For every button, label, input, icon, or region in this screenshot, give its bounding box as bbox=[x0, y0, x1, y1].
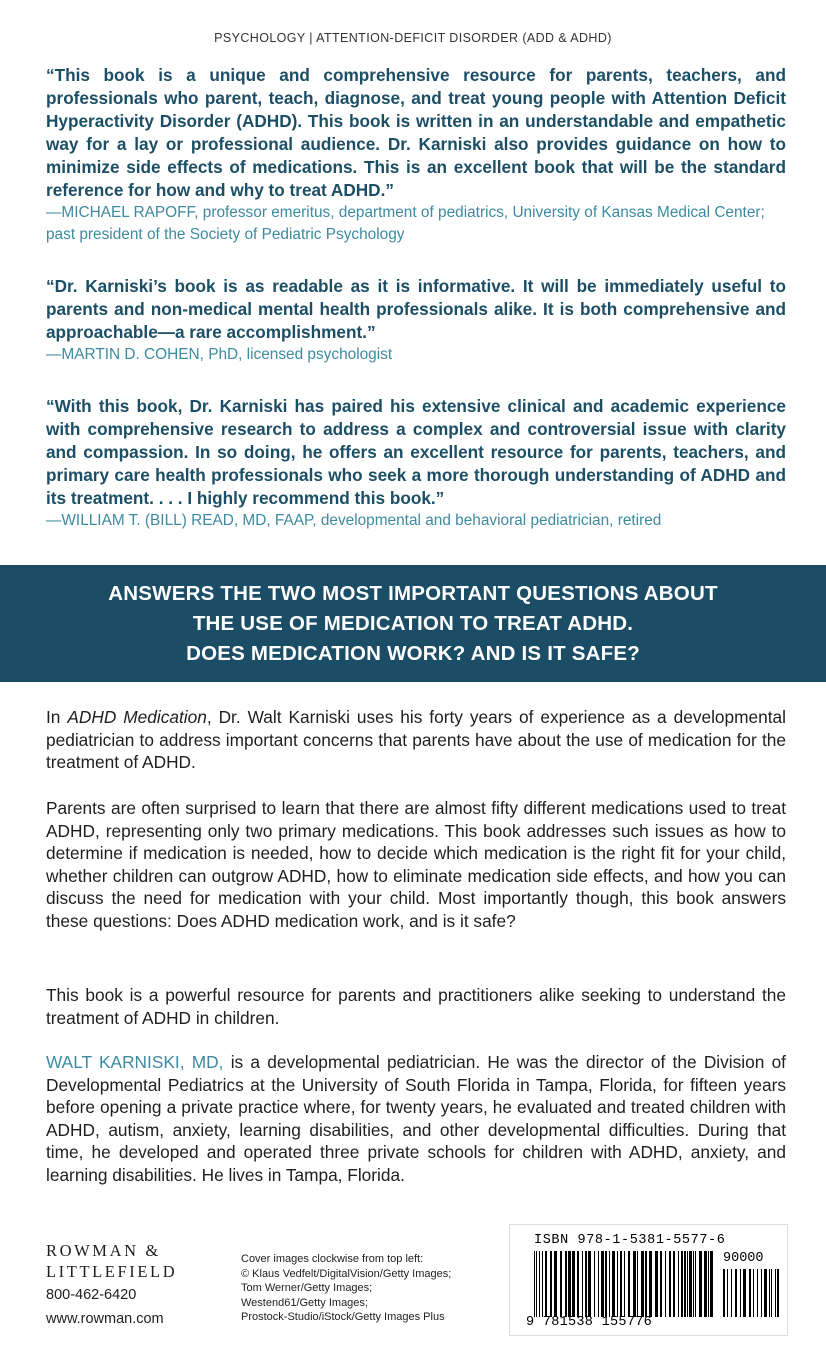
barcode-bar bbox=[684, 1251, 686, 1317]
publisher-phone: 800-462-6420 bbox=[46, 1287, 137, 1303]
barcode-bar bbox=[609, 1251, 610, 1317]
barcode-bars bbox=[534, 1251, 714, 1317]
author-bio bbox=[46, 1051, 786, 1187]
publisher-website[interactable]: www.rowman.com bbox=[46, 1311, 164, 1327]
barcode-bar bbox=[735, 1269, 737, 1317]
barcode-bar bbox=[582, 1251, 583, 1317]
barcode-bar bbox=[601, 1251, 604, 1317]
barcode-bar bbox=[585, 1251, 587, 1317]
barcode-bar bbox=[757, 1269, 758, 1317]
reviewer-name: MICHAEL RAPOFF bbox=[61, 204, 195, 221]
banner-line: ANSWERS THE TWO MOST IMPORTANT QUESTIONS ABOUT bbox=[108, 581, 718, 605]
review-block bbox=[46, 64, 786, 246]
barcode-digits: 9 781538 155776 bbox=[526, 1315, 653, 1330]
barcode-bar bbox=[687, 1251, 688, 1317]
barcode-bar bbox=[588, 1251, 591, 1317]
isbn-label: ISBN 978-1-5381-5577-6 bbox=[534, 1233, 726, 1248]
headline-banner bbox=[0, 565, 826, 682]
review-attribution bbox=[46, 344, 786, 366]
description-text: , Dr. Walt Karniski uses his forty years of experience as a developmental pediatrician to address important concerns that parents have about the use of medication for the treatment of ADHD. bbox=[46, 707, 787, 773]
barcode-bar bbox=[727, 1269, 728, 1317]
review-block bbox=[46, 275, 786, 366]
barcode-bar bbox=[749, 1269, 751, 1317]
review-block bbox=[46, 395, 786, 532]
addon-bars bbox=[723, 1269, 779, 1317]
image-credits bbox=[241, 1252, 491, 1325]
attribution-dash: — bbox=[46, 204, 62, 221]
barcode-bar bbox=[577, 1251, 579, 1317]
barcode-bar bbox=[594, 1251, 595, 1317]
author-name: WALT KARNISKI, MD, bbox=[46, 1052, 224, 1072]
category-line: PSYCHOLOGY | ATTENTION-DEFICIT DISORDER (ADD & ADHD) bbox=[214, 31, 612, 45]
barcode-bar bbox=[539, 1251, 540, 1317]
barcode-bar bbox=[572, 1251, 575, 1317]
barcode-bar bbox=[665, 1251, 666, 1317]
banner-line: DOES MEDICATION WORK? AND IS IT SAFE? bbox=[186, 641, 640, 665]
review-quote: “Dr. Karniski’s book is as readable as it is informative. It will be immediately useful to parents and non-medical mental health professionals alike. It is both comprehensive and approachable—a rare accomplishment.” bbox=[46, 276, 786, 342]
credit-line: Westend61/Getty Images; bbox=[241, 1296, 368, 1309]
barcode-bar bbox=[542, 1251, 543, 1317]
barcode-bar bbox=[565, 1251, 567, 1317]
review-attribution bbox=[46, 510, 786, 532]
barcode-bar bbox=[605, 1251, 607, 1317]
book-title: ADHD Medication bbox=[67, 707, 207, 727]
reviewer-credential: , professor emeritus, department of pediatrics, University of Kansas Medical Center; past president of the Society of Pediatric Psychology bbox=[46, 204, 765, 243]
author-bio-text: is a developmental pediatrician. He was the director of the Division of Developmental Pediatrics at the University of South Florida in Tampa, Florida, for fifteen years before opening a private practice where, for twenty years, he evaluated and treated children with ADHD, autism, anxiety, learning disabilities, and other developmental difficulties. During that time, he developed and operated three private schools for children with ADHD, anxiety, and learning disabilities. He lives in Tampa, Florida. bbox=[46, 1052, 786, 1185]
barcode-bar bbox=[655, 1251, 658, 1317]
barcode-bar bbox=[769, 1269, 770, 1317]
description-paragraph: Parents are often surprised to learn that there are almost fifty different medications used to treat ADHD, representing only two primary medications. This book addresses such issues as how to determine if medication is needed, how to decide which medication is the right fit for your child, whether children can outgrow ADHD, how to eliminate medication side effects, and how you can discuss the need for medication with your child. Most importantly though, this book answers these questions: Does ADHD medication work, and is it safe? bbox=[46, 798, 786, 931]
barcode-bar bbox=[637, 1251, 638, 1317]
barcode-bar bbox=[598, 1251, 599, 1317]
banner-line: THE USE OF MEDICATION TO TREAT ADHD. bbox=[192, 611, 634, 635]
barcode-bar bbox=[695, 1251, 696, 1317]
barcode-bar bbox=[761, 1269, 762, 1317]
barcode-bar bbox=[764, 1269, 767, 1317]
credit-line: Cover images clockwise from top left: bbox=[241, 1253, 424, 1265]
barcode-bar bbox=[534, 1251, 535, 1317]
barcode-bar bbox=[699, 1251, 702, 1317]
barcode-bar bbox=[550, 1251, 552, 1317]
barcode-bar bbox=[560, 1251, 562, 1317]
review-quote: “This book is a unique and comprehensive resource for parents, teachers, and professionals who parent, teach, diagnose, and treat young people with Attention Deficit Hyperactivity Disorder (ADHD). This book is written in an understandable and empathetic way for a lay or professional audience. Dr. Karniski also provides guidance on how to minimize side effects of medications. This is an excellent book that will be the standard reference for how and why to treat ADHD.” bbox=[46, 65, 786, 200]
barcode-bar bbox=[731, 1269, 732, 1317]
barcode-bar bbox=[633, 1251, 636, 1317]
barcode-bar bbox=[689, 1251, 692, 1317]
barcode-bar bbox=[641, 1251, 644, 1317]
barcode-bar bbox=[660, 1251, 662, 1317]
barcode-bar bbox=[708, 1251, 709, 1317]
review-quote: “With this book, Dr. Karniski has paired his extensive clinical and academic experience with comprehensive research to address a complex and controversial issue with clarity and compassion. In so doing, he offers an excellent resource for parents, teachers, and primary care health professionals who seek a more thorough understanding of ADHD and its treatment. . . . I highly recommend this book.” bbox=[46, 396, 786, 508]
barcode-bar bbox=[743, 1269, 746, 1317]
credit-line: Tom Werner/Getty Images; bbox=[241, 1282, 373, 1295]
barcode-bar bbox=[704, 1251, 707, 1317]
credit-line: Prostock-Studio/iStock/Getty Images Plus bbox=[241, 1311, 445, 1324]
barcode-bar bbox=[723, 1269, 725, 1317]
barcode-bar bbox=[545, 1251, 547, 1317]
barcode-bar bbox=[673, 1251, 675, 1317]
reviewer-name: WILLIAM T. (BILL) READ bbox=[61, 512, 234, 529]
barcode-bar bbox=[645, 1251, 647, 1317]
barcode-bar bbox=[612, 1251, 615, 1317]
publisher-logo-line: LITTLEFIELD bbox=[46, 1262, 178, 1281]
barcode-bar bbox=[568, 1251, 571, 1317]
barcode-bar bbox=[740, 1269, 741, 1317]
reviewer-name: MARTIN D. COHEN bbox=[61, 346, 200, 363]
barcode-bar bbox=[777, 1269, 779, 1317]
barcode-bar bbox=[536, 1251, 537, 1317]
attribution-dash: — bbox=[46, 512, 62, 529]
addon-price: 90000 bbox=[723, 1251, 764, 1266]
barcode-bar bbox=[678, 1251, 679, 1317]
barcode-bar bbox=[771, 1269, 772, 1317]
barcode-bar bbox=[620, 1251, 622, 1317]
publisher-logo bbox=[46, 1240, 177, 1282]
barcode-bar bbox=[710, 1251, 713, 1317]
reviewer-credential: , PhD, licensed psychologist bbox=[199, 346, 393, 363]
isbn-barcode bbox=[509, 1224, 788, 1336]
publisher-logo-line: ROWMAN & bbox=[46, 1241, 161, 1260]
description-paragraph: This book is a powerful resource for parents and practitioners alike seeking to understand the treatment of ADHD in children. bbox=[46, 985, 786, 1028]
attribution-dash: — bbox=[46, 346, 62, 363]
credit-line: © Klaus Vedfelt/DigitalVision/Getty Images; bbox=[241, 1267, 452, 1280]
barcode-bar bbox=[669, 1251, 671, 1317]
review-attribution bbox=[46, 202, 786, 246]
barcode-bar bbox=[649, 1251, 652, 1317]
barcode-bar bbox=[681, 1251, 683, 1317]
barcode-bar bbox=[775, 1269, 776, 1317]
barcode-bar bbox=[554, 1251, 557, 1317]
barcode-bar bbox=[753, 1269, 754, 1317]
barcode-bar bbox=[617, 1251, 618, 1317]
description-paragraph bbox=[46, 706, 786, 774]
reviewer-credential: , MD, FAAP, developmental and behavioral pediatrician, retired bbox=[233, 512, 662, 529]
barcode-bar bbox=[693, 1251, 694, 1317]
barcode-bar bbox=[624, 1251, 625, 1317]
description-text: In bbox=[46, 707, 68, 727]
barcode-bar bbox=[628, 1251, 630, 1317]
